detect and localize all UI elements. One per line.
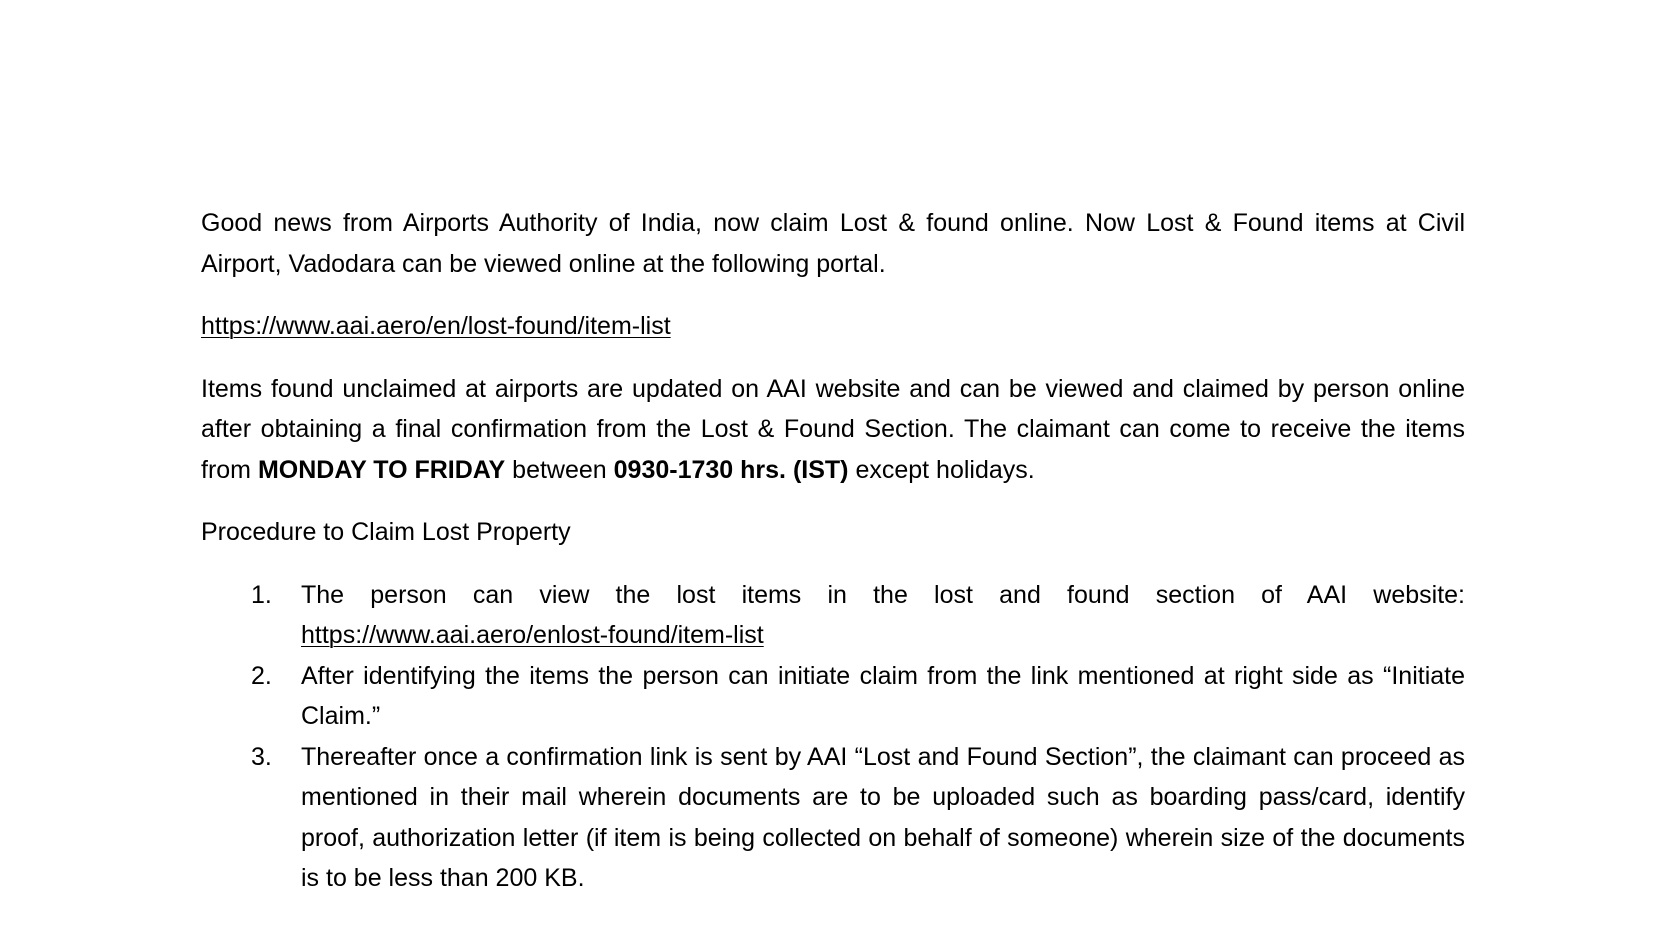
procedure-step-1 xyxy=(201,575,1465,656)
step-text: The person can view the lost items in the lost and found section of AAI website: xyxy=(301,580,1465,609)
item-list-link[interactable]: https://www.aai.aero/enlost-found/item-list xyxy=(301,621,764,649)
portal-link-paragraph xyxy=(201,306,1465,347)
document-body xyxy=(201,203,1465,899)
step-number: 2. xyxy=(251,661,272,690)
items-text-part1: Items found unclaimed at airports are updated on AAI website and can be viewed and claimed by person online after obtaining a final confirmation from the Lost & Found Section. The claimant can come to receive the items from xyxy=(201,374,1465,484)
items-text-part2: between xyxy=(505,455,614,484)
step-number: 1. xyxy=(251,580,272,609)
procedure-steps-list xyxy=(201,575,1465,899)
items-paragraph xyxy=(201,369,1465,491)
items-text-part3: except holidays. xyxy=(848,455,1035,484)
procedure-step-2 xyxy=(201,656,1465,737)
intro-paragraph: Good news from Airports Authority of India, now claim Lost & found online. Now Lost & Found items at Civil Airport, Vadodara can be viewed online at the following portal. xyxy=(201,209,1465,278)
working-hours: 0930-1730 hrs. (IST) xyxy=(613,455,849,484)
portal-link[interactable]: https://www.aai.aero/en/lost-found/item-list xyxy=(201,312,671,340)
step-number: 3. xyxy=(251,742,272,771)
working-days: MONDAY TO FRIDAY xyxy=(257,455,506,484)
step-text: After identifying the items the person can initiate claim from the link mentioned at right side as “Initiate Claim.” xyxy=(301,661,1465,730)
procedure-step-3 xyxy=(201,737,1465,899)
procedure-heading: Procedure to Claim Lost Property xyxy=(201,518,571,546)
step-text: Thereafter once a confirmation link is sent by AAI “Lost and Found Section”, the claimant can proceed as mentioned in their mail wherein documents are to be uploaded such as boarding pass/card, identify proof, authorization letter (if item is being collected on behalf of someone) wherein size of the documents is to be less than 200 KB. xyxy=(301,742,1465,892)
